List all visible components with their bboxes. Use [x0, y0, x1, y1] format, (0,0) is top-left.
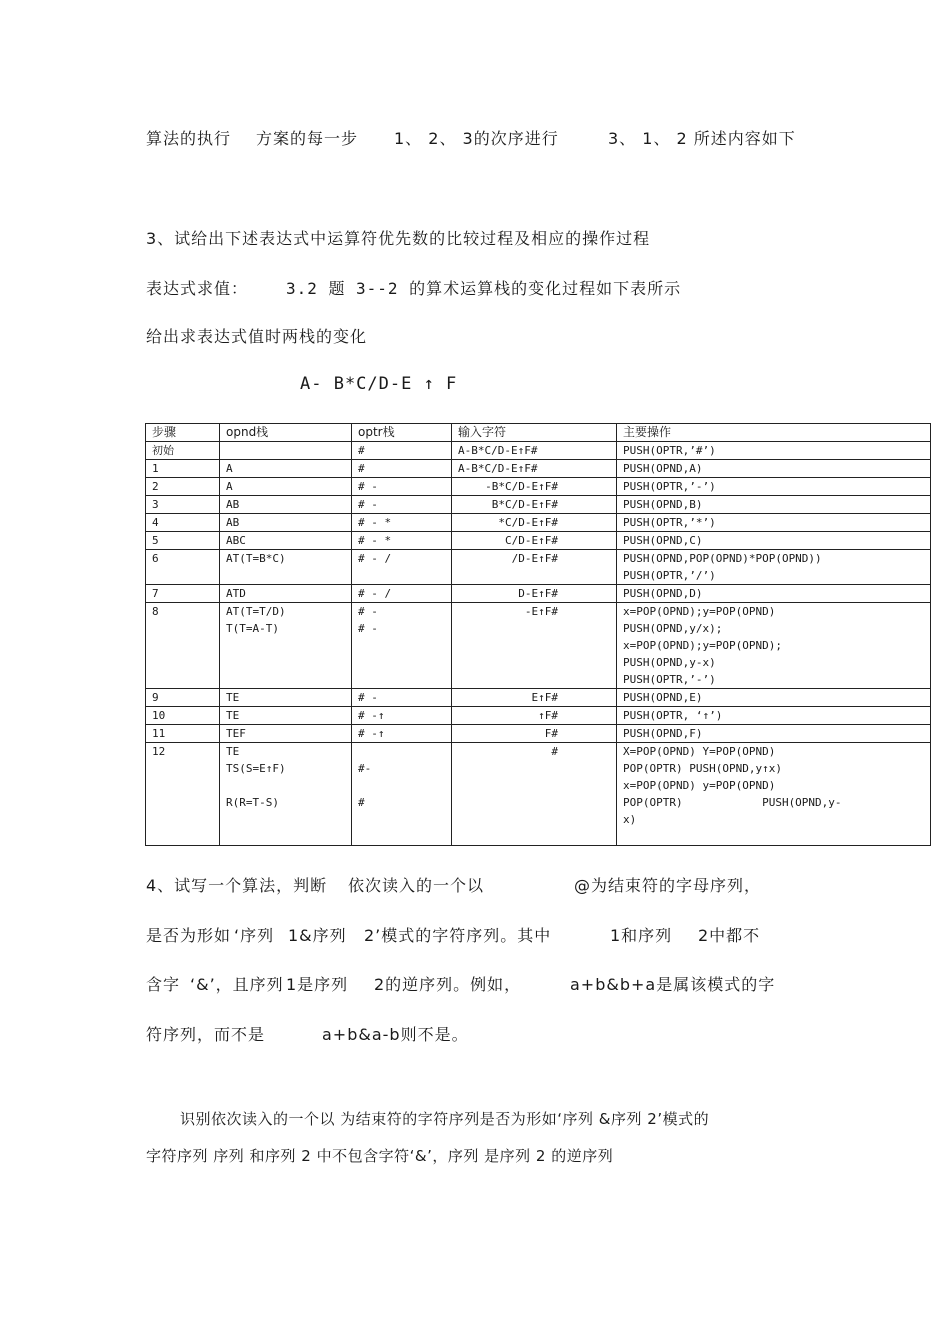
cell-opnd: A	[220, 478, 352, 496]
cell-input: #	[452, 743, 617, 846]
cell-optr: # - # -	[352, 603, 452, 689]
header-operation: 主要操作	[617, 424, 931, 442]
paragraph-line-1-text: 识别依次读入的一个以 为结束符的字符序列是否为形如‘序列 &序列 2’模式的	[180, 1110, 710, 1128]
line1-seg-1: 算法的执行	[146, 129, 232, 148]
cell-input: C/D-E↑F#	[452, 532, 617, 550]
cell-opnd: ABC	[220, 532, 352, 550]
table-row	[146, 725, 931, 743]
paragraph-line-1	[180, 1108, 709, 1129]
cell-operation: PUSH(OPTR,’#’)	[617, 442, 931, 460]
cell-opnd: TEF	[220, 725, 352, 743]
cell-optr: # -	[352, 478, 452, 496]
text-line-2	[146, 226, 650, 249]
table-row	[146, 585, 931, 603]
table-row	[146, 442, 931, 460]
table-row	[146, 707, 931, 725]
line6-seg-2: ‘序列	[234, 926, 275, 945]
cell-opnd: AT(T=T/D) T(T=A-T)	[220, 603, 352, 689]
paragraph-line-2	[146, 1145, 613, 1166]
cell-optr: # - *	[352, 532, 452, 550]
cell-operation: x=POP(OPND);y=POP(OPND) PUSH(OPND,y/x); x=POP(OPND);y=POP(OPND); PUSH(OPND,y-x) PUSH(OPTR,’-’)	[617, 603, 931, 689]
line6-seg-6: 2中都不	[698, 926, 761, 945]
cell-opnd: TE TS(S=E↑F) R(R=T-S)	[220, 743, 352, 846]
cell-input: A-B*C/D-E↑F#	[452, 442, 617, 460]
table-row	[146, 603, 931, 689]
cell-operation: PUSH(OPTR, ‘↑’)	[617, 707, 931, 725]
table-row	[146, 532, 931, 550]
cell-operation: PUSH(OPND,POP(OPND)*POP(OPND)) PUSH(OPTR,’/’)	[617, 550, 931, 585]
cell-step: 初始	[146, 442, 220, 460]
line8-seg-1: 符序列，而不是	[146, 1025, 266, 1044]
line7-seg-4: 2的逆序列。例如，	[374, 975, 522, 994]
expression	[300, 374, 457, 394]
cell-input: -E↑F#	[452, 603, 617, 689]
line5-seg-1: 4、试写一个算法，判断	[146, 876, 328, 895]
cell-input: F#	[452, 725, 617, 743]
cell-input: A-B*C/D-E↑F#	[452, 460, 617, 478]
cell-operation: PUSH(OPND,A)	[617, 460, 931, 478]
line2-text: 3、试给出下述表达式中运算符优先数的比较过程及相应的操作过程	[146, 229, 651, 248]
expression-text: A- B*C/D-E ↑ F	[300, 374, 458, 394]
table-row	[146, 478, 931, 496]
cell-step: 2	[146, 478, 220, 496]
cell-operation: PUSH(OPND,E)	[617, 689, 931, 707]
paragraph-line-2-text: 字符序列 序列 和序列 2 中不包含字符‘&’，序列 是序列 2 的逆序列	[146, 1147, 614, 1165]
cell-optr: # - /	[352, 585, 452, 603]
cell-opnd: TE	[220, 689, 352, 707]
line6-seg-5: 1和序列	[610, 926, 673, 945]
cell-optr: # - *	[352, 514, 452, 532]
line6-seg-4: 2’模式的字符序列。其中	[364, 926, 552, 945]
cell-step: 8	[146, 603, 220, 689]
table-row	[146, 514, 931, 532]
line1-seg-3: 1、 2、 3的次序进行	[394, 129, 559, 148]
line1-seg-2: 方案的每一步	[256, 129, 359, 148]
cell-input: E↑F#	[452, 689, 617, 707]
header-input: 输入字符	[452, 424, 617, 442]
line3-seg-3: 3--2 的算术运算栈的变化过程如下表所示	[356, 279, 682, 298]
line8-seg-2: a+b&a-b则不是。	[322, 1025, 469, 1044]
stack-trace-table	[145, 423, 931, 846]
line4-text: 给出求表达式值时两栈的变化	[146, 327, 368, 346]
cell-step: 10	[146, 707, 220, 725]
cell-optr: # -↑	[352, 725, 452, 743]
line7-seg-3: 1是序列	[286, 975, 349, 994]
cell-opnd: ATD	[220, 585, 352, 603]
cell-operation: PUSH(OPTR,’*’)	[617, 514, 931, 532]
line7-seg-1: 含字	[146, 975, 181, 994]
table-header-row	[146, 424, 931, 442]
cell-step: 11	[146, 725, 220, 743]
line7-seg-2: ‘&’，且序列	[190, 975, 284, 994]
cell-step: 4	[146, 514, 220, 532]
table-row	[146, 743, 931, 846]
cell-operation: X=POP(OPND) Y=POP(OPND) POP(OPTR) PUSH(OPND,y↑x) x=POP(OPND) y=POP(OPND) POP(OPTR) PUSH(OPND,y- x)	[617, 743, 931, 846]
cell-step: 5	[146, 532, 220, 550]
cell-input: ↑F#	[452, 707, 617, 725]
cell-opnd: A	[220, 460, 352, 478]
line5-seg-2: 依次读入的一个以	[348, 876, 485, 895]
line6-seg-1: 是否为形如	[146, 926, 232, 945]
cell-input: /D-E↑F#	[452, 550, 617, 585]
text-line-4	[146, 324, 367, 347]
header-step: 步骤	[146, 424, 220, 442]
cell-optr: # -	[352, 496, 452, 514]
line3-seg-2: 3.2 题	[286, 279, 346, 298]
line6-seg-3: 1&序列	[288, 926, 347, 945]
header-optr: optr栈	[352, 424, 452, 442]
table-row	[146, 550, 931, 585]
table-row	[146, 689, 931, 707]
cell-optr: #	[352, 442, 452, 460]
cell-opnd: AB	[220, 496, 352, 514]
cell-operation: PUSH(OPND,F)	[617, 725, 931, 743]
cell-optr: #	[352, 460, 452, 478]
line3-seg-1: 表达式求值：	[146, 279, 249, 298]
header-opnd: opnd栈	[220, 424, 352, 442]
cell-operation: PUSH(OPTR,’-’)	[617, 478, 931, 496]
table-row	[146, 496, 931, 514]
cell-step: 12	[146, 743, 220, 846]
cell-opnd: AB	[220, 514, 352, 532]
cell-opnd	[220, 442, 352, 460]
cell-input: -B*C/D-E↑F#	[452, 478, 617, 496]
cell-input: B*C/D-E↑F#	[452, 496, 617, 514]
cell-step: 1	[146, 460, 220, 478]
cell-optr: # -	[352, 689, 452, 707]
cell-operation: PUSH(OPND,C)	[617, 532, 931, 550]
cell-input: *C/D-E↑F#	[452, 514, 617, 532]
cell-optr: # -↑	[352, 707, 452, 725]
cell-step: 6	[146, 550, 220, 585]
cell-input: D-E↑F#	[452, 585, 617, 603]
line1-seg-4: 3、 1、 2 所述内容如下	[608, 129, 796, 148]
cell-optr: # - /	[352, 550, 452, 585]
cell-opnd: AT(T=B*C)	[220, 550, 352, 585]
line7-seg-5: a+b&b+a是属该模式的字	[570, 975, 776, 994]
cell-step: 3	[146, 496, 220, 514]
line5-seg-3: @为结束符的字母序列，	[574, 876, 762, 895]
cell-operation: PUSH(OPND,D)	[617, 585, 931, 603]
cell-optr: #- #	[352, 743, 452, 846]
table-row	[146, 460, 931, 478]
cell-step: 9	[146, 689, 220, 707]
cell-step: 7	[146, 585, 220, 603]
cell-operation: PUSH(OPND,B)	[617, 496, 931, 514]
cell-opnd: TE	[220, 707, 352, 725]
